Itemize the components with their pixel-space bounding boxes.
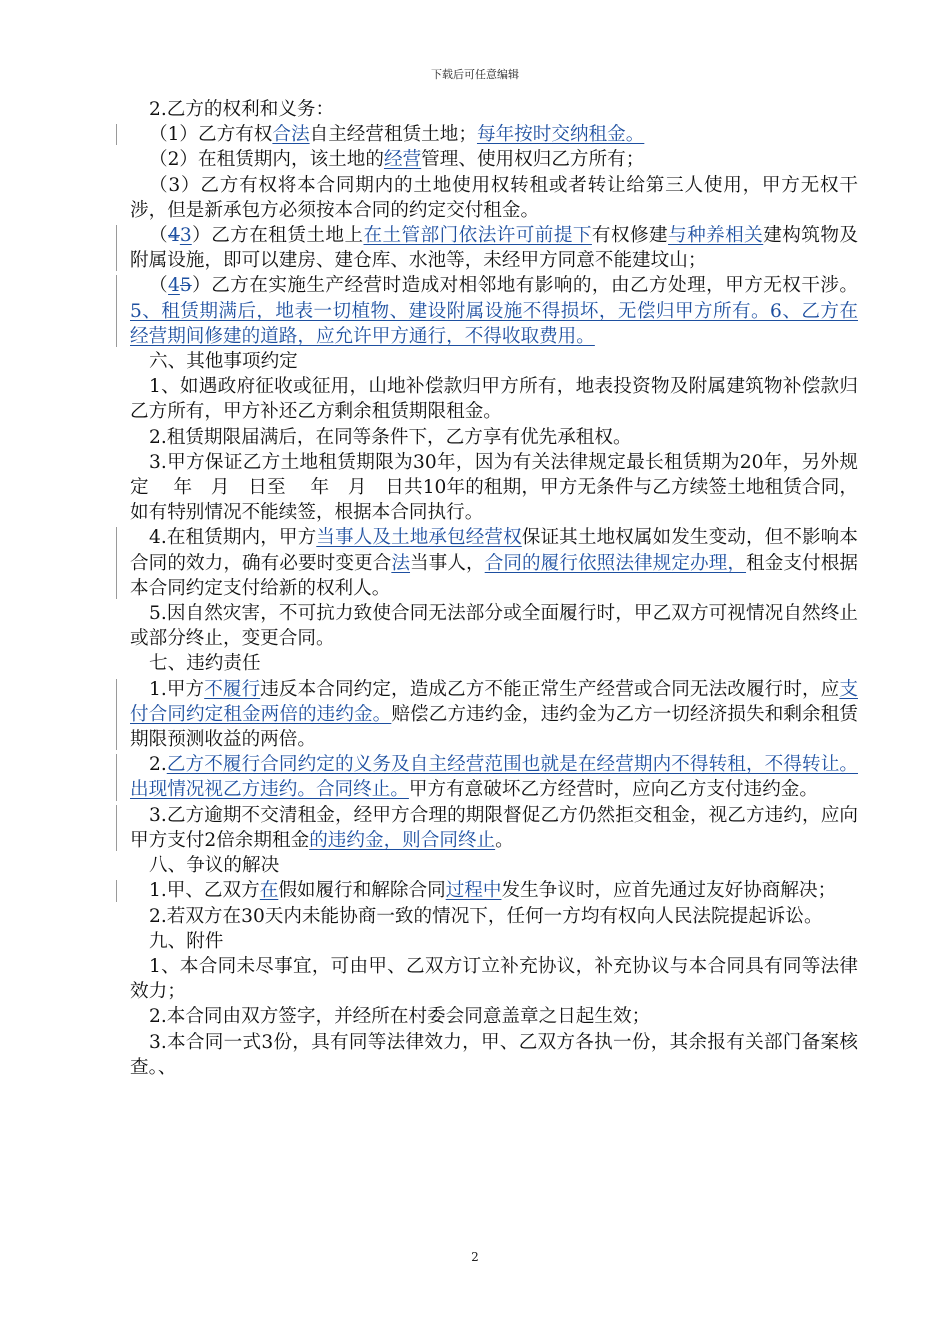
paragraph bbox=[130, 122, 858, 147]
paragraph bbox=[130, 929, 858, 954]
paragraph bbox=[130, 525, 858, 601]
inserted-text: 合法 bbox=[272, 124, 310, 146]
paragraph bbox=[130, 1004, 858, 1029]
text-run: 2.租赁期限届满后，在同等条件下，乙方享有优先承租权。 bbox=[149, 426, 632, 448]
paragraph bbox=[130, 601, 858, 651]
inserted-text: 5、租赁期满后，地表一切植物、建设附属设施不得损坏，无偿归甲方所有。6、乙方在经营期间修建的道路，应允许甲方通行，不得收取费用。 bbox=[130, 300, 858, 347]
paragraph bbox=[130, 147, 858, 172]
inserted-text: 的违约金，则合同终止 bbox=[309, 829, 496, 851]
document-body bbox=[130, 97, 858, 1080]
paragraph bbox=[130, 954, 858, 1004]
text-run: 当事人， bbox=[410, 552, 485, 574]
text-run: 赔偿乙方违约金，违约金为乙方一切经济损失和剩余租赁期限预测收益的两倍。 bbox=[130, 703, 858, 751]
text-run: 2.乙方的权利和义务： bbox=[149, 99, 335, 120]
text-run: 1、如遇政府征收或征用，山地补偿款归甲方所有，地表投资物及附属建筑物补偿款归乙方所有，甲方补还乙方剩余租赁期限租金。 bbox=[130, 376, 858, 423]
page-header: 下载后可任意编辑 bbox=[431, 68, 519, 81]
inserted-text: 与种养相关 bbox=[668, 225, 764, 247]
text-run: 八、争议的解决 bbox=[149, 855, 280, 877]
text-run: 2. bbox=[149, 754, 167, 776]
text-run: （3）乙方有权将本合同期内的土地使用权转租或者转让给第三人使用，甲方无权干涉，但是新承包方必须按本合同的约定交付租金。 bbox=[130, 174, 858, 221]
inserted-text: 当事人及土地承包经营权 bbox=[316, 527, 522, 549]
inserted-text: 法 bbox=[391, 552, 411, 574]
paragraph bbox=[130, 450, 858, 526]
text-run: 3.乙方逾期不交清租金，经甲方合理的期限督促乙方仍然拒交租金，视乙方违约，应向甲方支付2倍余期租金 bbox=[130, 804, 858, 851]
paragraph bbox=[130, 374, 858, 424]
paragraph bbox=[130, 223, 858, 273]
text-run: 自主经营租赁土地； bbox=[309, 124, 477, 146]
inserted-text: 4 bbox=[168, 275, 180, 297]
inserted-text: 3 bbox=[179, 225, 192, 247]
text-run: （2）在租赁期内，该土地的 bbox=[149, 149, 384, 171]
text-run: 建构筑物及附属设施，即可以建房、建仓库、水池等，未经甲方同意不能建坟山； bbox=[130, 225, 858, 272]
paragraph bbox=[130, 878, 858, 903]
inserted-text: 在 bbox=[259, 880, 279, 902]
deleted-text: 5 bbox=[179, 275, 192, 297]
text-run: 假如履行和解除合同 bbox=[278, 880, 446, 902]
inserted-text: 每年按时交纳租金。 bbox=[476, 124, 645, 146]
inserted-text: 在土管部门依法许可前提下 bbox=[363, 225, 592, 247]
text-run: 保证其土地权属如发生变动，但不影响本合同的效力，确有必要时变更合 bbox=[130, 527, 858, 574]
text-run: 3.甲方保证乙方土地租赁期限为30年，因为有关法律规定最长租赁期为20年，另外规定 年 月 日至 年 月 日共10年的租期，甲方无条件与乙方续签土地租赁合同，如有特别情况不能续签，根据本合同执行。 bbox=[130, 451, 858, 524]
inserted-text: 不履行 bbox=[204, 678, 261, 700]
inserted-text: 经营 bbox=[383, 149, 422, 171]
paragraph bbox=[130, 273, 858, 349]
paragraph bbox=[130, 173, 858, 223]
text-run: 3.本合同一式3份，具有同等法律效力，甲、乙双方各执一份，其余报有关部门备案核查。、 bbox=[130, 1031, 858, 1078]
text-run: （ bbox=[149, 275, 169, 297]
text-run: 1.甲、乙双方 bbox=[149, 880, 260, 902]
text-run: 有权修建 bbox=[591, 225, 669, 247]
paragraph bbox=[130, 904, 858, 929]
paragraph bbox=[130, 677, 858, 753]
text-run: 甲方有意破坏乙方经营时，应向乙方支付违约金。 bbox=[408, 779, 818, 801]
text-run: 七、违约责任 bbox=[149, 653, 261, 675]
text-run: ）乙方在租赁土地上 bbox=[191, 225, 364, 247]
inserted-text: 乙方不履行合同约定的义务及自主经营范围也就是在经营期内不得转租，不得转让。出现情况视乙方违约。合同终止。 bbox=[130, 754, 858, 801]
inserted-text: 过程中 bbox=[445, 880, 502, 902]
paragraph bbox=[130, 803, 858, 853]
inserted-text: 合同的履行依照法律规定办理， bbox=[484, 552, 747, 574]
paragraph bbox=[130, 349, 858, 374]
text-run: 1.甲方 bbox=[149, 678, 205, 700]
paragraph bbox=[130, 752, 858, 802]
text-run: ）乙方在实施生产经营时造成对相邻地有影响的，由乙方处理，甲方无权干涉。 bbox=[191, 275, 858, 297]
text-run: 5.因自然灾害，不可抗力致使合同无法部分或全面履行时，甲乙双方可视情况自然终止或部分终止，变更合同。 bbox=[130, 603, 858, 650]
page-number: 2 bbox=[471, 1250, 479, 1264]
text-run: 发生争议时，应首先通过友好协商解决； bbox=[501, 880, 837, 902]
paragraph bbox=[130, 425, 858, 450]
text-run: 。 bbox=[495, 829, 514, 851]
paragraph bbox=[130, 1030, 858, 1080]
text-run: 管理、使用权归乙方所有； bbox=[421, 149, 645, 171]
text-run: 九、附件 bbox=[149, 930, 224, 952]
text-run: （ bbox=[149, 225, 169, 247]
paragraph bbox=[130, 651, 858, 676]
paragraph bbox=[130, 97, 858, 122]
text-run: （1）乙方有权 bbox=[149, 124, 273, 146]
paragraph bbox=[130, 853, 858, 878]
inserted-text: 支付合同约定租金两倍的违约金。 bbox=[130, 678, 858, 725]
text-run: 六、其他事项约定 bbox=[149, 351, 298, 373]
text-run: 2.本合同由双方签字，并经所在村委会同意盖章之日起生效； bbox=[149, 1006, 651, 1028]
text-run: 2.若双方在30天内未能协商一致的情况下，任何一方均有权向人民法院提起诉讼。 bbox=[149, 905, 823, 927]
deleted-text: 4 bbox=[168, 225, 180, 247]
text-run: 4.在租赁期内，甲方 bbox=[149, 527, 317, 549]
text-run: 租金支付根据本合同约定支付给新的权利人。 bbox=[130, 552, 858, 599]
text-run: 1、本合同未尽事宜，可由甲、乙双方订立补充协议，补充协议与本合同具有同等法律效力； bbox=[130, 955, 858, 1003]
text-run: 违反本合同约定，造成乙方不能正常生产经营或合同无法改履行时，应 bbox=[260, 678, 840, 700]
